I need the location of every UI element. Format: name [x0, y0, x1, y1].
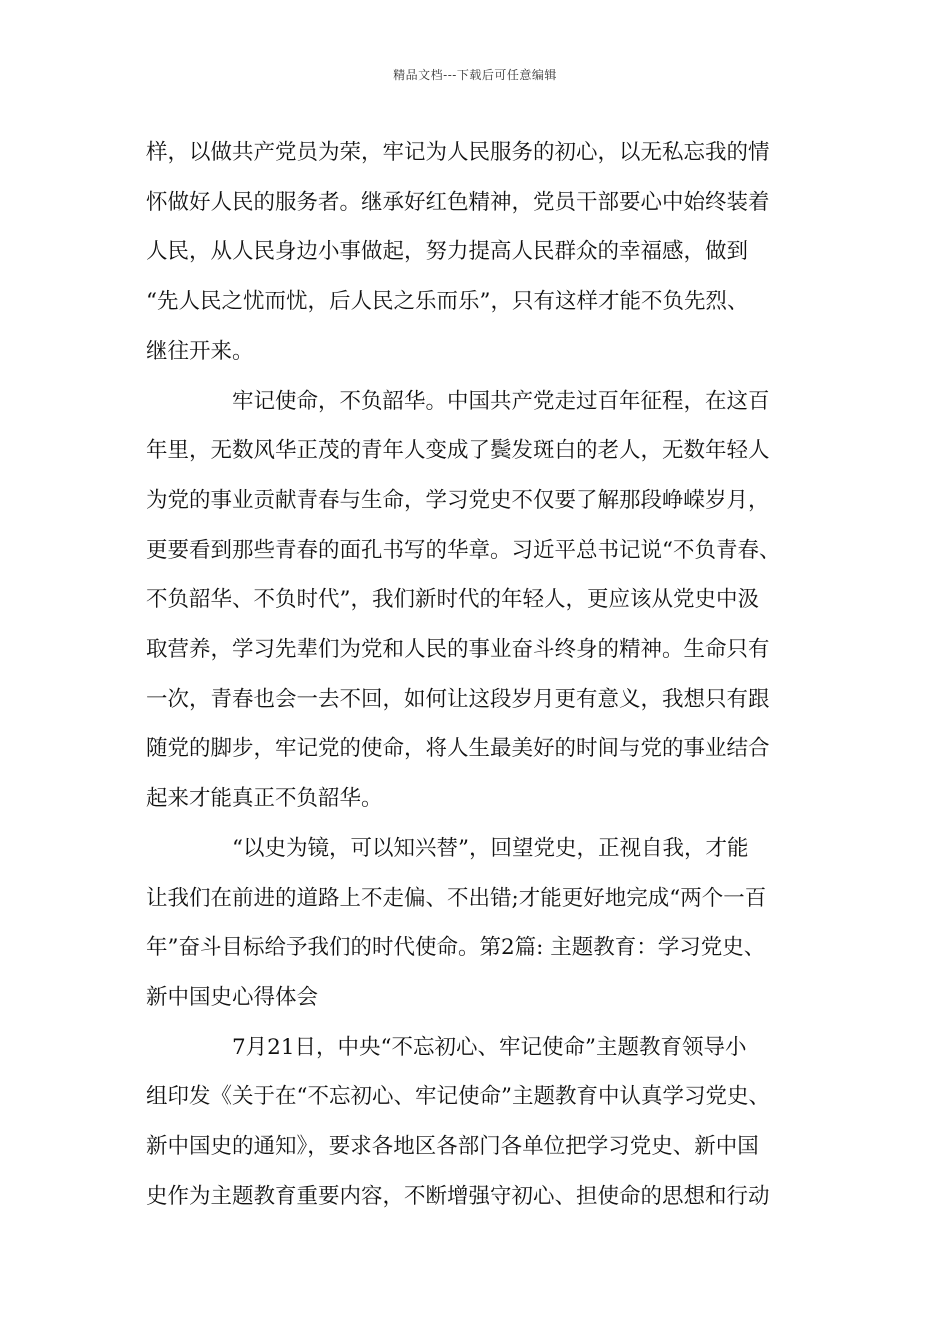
- paragraph-2: [146, 377, 822, 824]
- text-line: 新中国史的通知》，要求各地区各部门各单位把学习党史、新中国: [146, 1134, 759, 1160]
- text-line: 怀做好人民的服务者。继承好红色精神，党员干部要心中始终装着: [146, 189, 770, 215]
- text-line: “先人民之忧而忧，后人民之乐而乐”，只有这样才能不负先烈、: [146, 289, 749, 315]
- text-line: 取营养，学习先辈们为党和人民的事业奋斗终身的精神。生命只有: [146, 637, 770, 663]
- text-line: 史作为主题教育重要内容，不断增强守初心、担使命的思想和行动: [146, 1183, 770, 1209]
- text-line: 随党的脚步，牢记党的使命，将人生最美好的时间与党的事业结合: [146, 736, 770, 762]
- text-line: 新中国史心得体会: [146, 984, 319, 1010]
- text-line: 样，以做共产党员为荣，牢记为人民服务的初心，以无私忘我的情: [146, 140, 770, 165]
- text-line: 起来才能真正不负韶华。: [146, 786, 383, 812]
- text-line: 7月21日，中央“不忘初心、牢记使命”主题教育领导小: [232, 1034, 747, 1060]
- paragraph-3: [146, 824, 822, 1023]
- paragraph-1: [146, 128, 822, 377]
- text-line: 为党的事业贡献青春与生命，学习党史不仅要了解那段峥嵘岁月，: [146, 487, 770, 513]
- page-header: 精品文档---下载后可任意编辑: [393, 68, 557, 82]
- text-line: “以史为镜，可以知兴替”，回望党史，正视自我，才能: [232, 835, 749, 861]
- text-line: 年里，无数风华正茂的青年人变成了鬓发斑白的老人，无数年轻人: [146, 438, 770, 464]
- text-line: 一次，青春也会一去不回，如何让这段岁月更有意义，我想只有跟: [146, 686, 770, 712]
- text-line: 组印发《关于在“不忘初心、牢记使命”主题教育中认真学习党史、: [146, 1084, 770, 1110]
- text-line: 继往开来。: [146, 338, 254, 364]
- text-line: 更要看到那些青春的面孔书写的华章。习近平总书记说“不负青春、: [146, 537, 781, 563]
- text-line: 人民，从人民身边小事做起，努力提高人民群众的幸福感，做到: [146, 239, 749, 265]
- text-line: 不负韶华、不负时代”，我们新时代的年轻人，更应该从党史中汲: [146, 587, 759, 613]
- text-line: 让我们在前进的道路上不走偏、不出错;才能更好地完成“两个一百: [146, 885, 767, 911]
- text-line: 年”奋斗目标给予我们的时代使命。第2篇: 主题教育：学习党史、: [146, 935, 766, 961]
- paragraph-4: [146, 1023, 822, 1222]
- document-body: [146, 128, 822, 1221]
- text-line: 牢记使命，不负韶华。中国共产党走过百年征程，在这百: [232, 388, 770, 414]
